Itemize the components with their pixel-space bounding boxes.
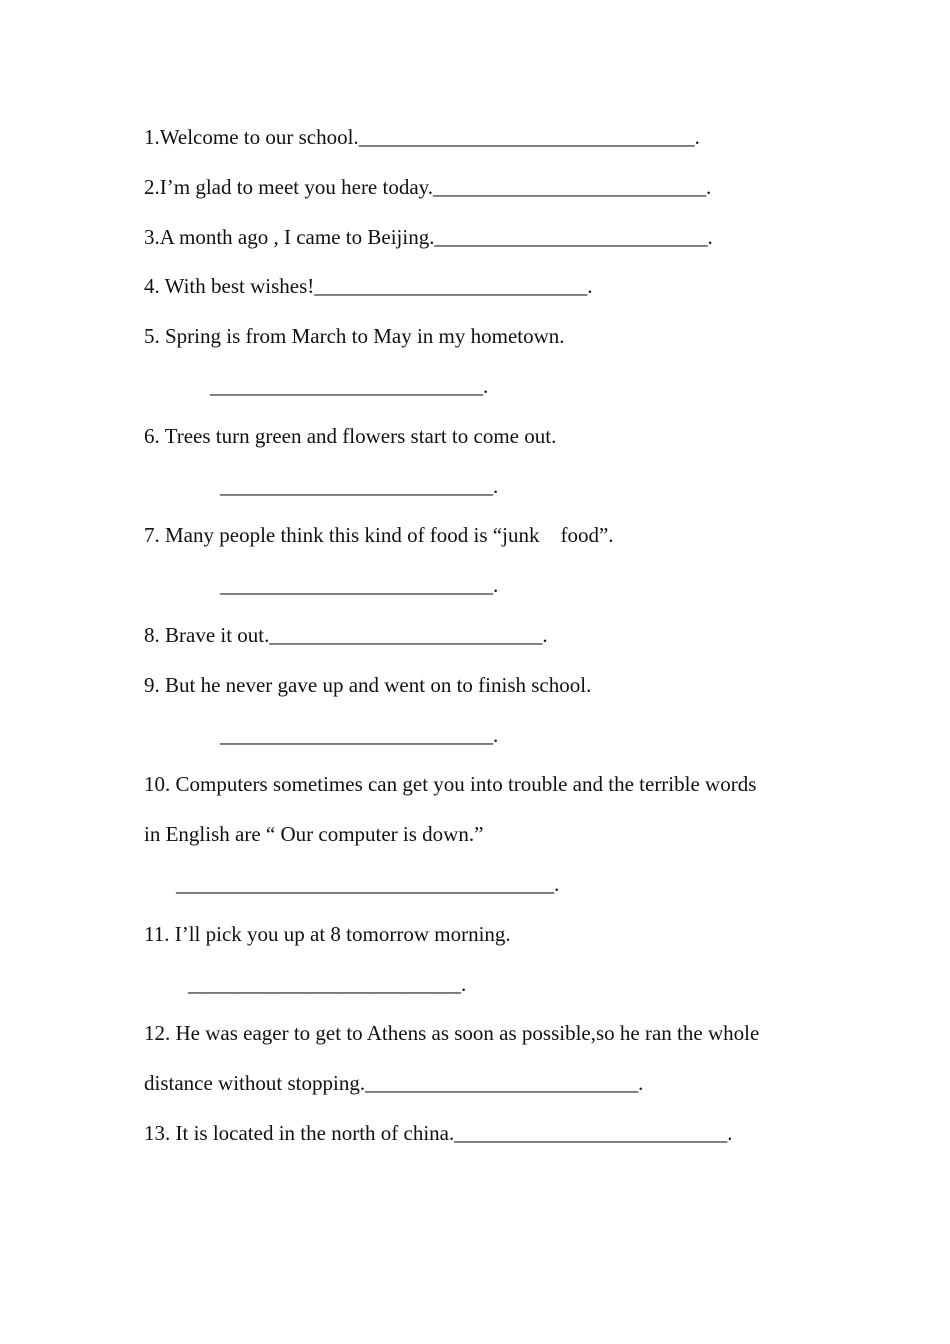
- answer-blank-7: __________________________.: [220, 573, 499, 597]
- exercise-10-line-1: 10. Computers sometimes can get you into trouble and the terrible words: [144, 772, 757, 796]
- exercise-8: 8. Brave it out.__________________________.: [144, 623, 548, 647]
- exercise-9: 9. But he never gave up and went on to finish school.: [144, 673, 592, 697]
- exercise-12-line-1: 12. He was eager to get to Athens as soon as possible,so he ran the whole: [144, 1021, 760, 1045]
- exercise-4: 4. With best wishes!__________________________.: [144, 274, 593, 298]
- exercise-3: 3.A month ago , I came to Beijing.__________________________.: [144, 225, 713, 249]
- exercise-10-line-2: in English are “ Our computer is down.”: [144, 822, 484, 846]
- exercise-12-line-2: distance without stopping.__________________________.: [144, 1071, 644, 1095]
- exercise-1: 1.Welcome to our school.________________________________.: [144, 125, 700, 149]
- exercise-7: 7. Many people think this kind of food is “junk food”.: [144, 523, 614, 547]
- answer-blank-10: ____________________________________.: [176, 872, 560, 896]
- answer-blank-5: __________________________.: [210, 374, 489, 398]
- answer-blank-9: __________________________.: [220, 723, 499, 747]
- exercise-6: 6. Trees turn green and flowers start to come out.: [144, 424, 557, 448]
- exercise-11: 11. I’ll pick you up at 8 tomorrow morning.: [144, 922, 511, 946]
- exercise-2: 2.I’m glad to meet you here today.__________________________.: [144, 175, 712, 199]
- exercise-13: 13. It is located in the north of china.__________________________.: [144, 1121, 733, 1145]
- answer-blank-11: __________________________.: [188, 972, 467, 996]
- exercise-5: 5. Spring is from March to May in my hometown.: [144, 324, 565, 348]
- answer-blank-6: __________________________.: [220, 474, 499, 498]
